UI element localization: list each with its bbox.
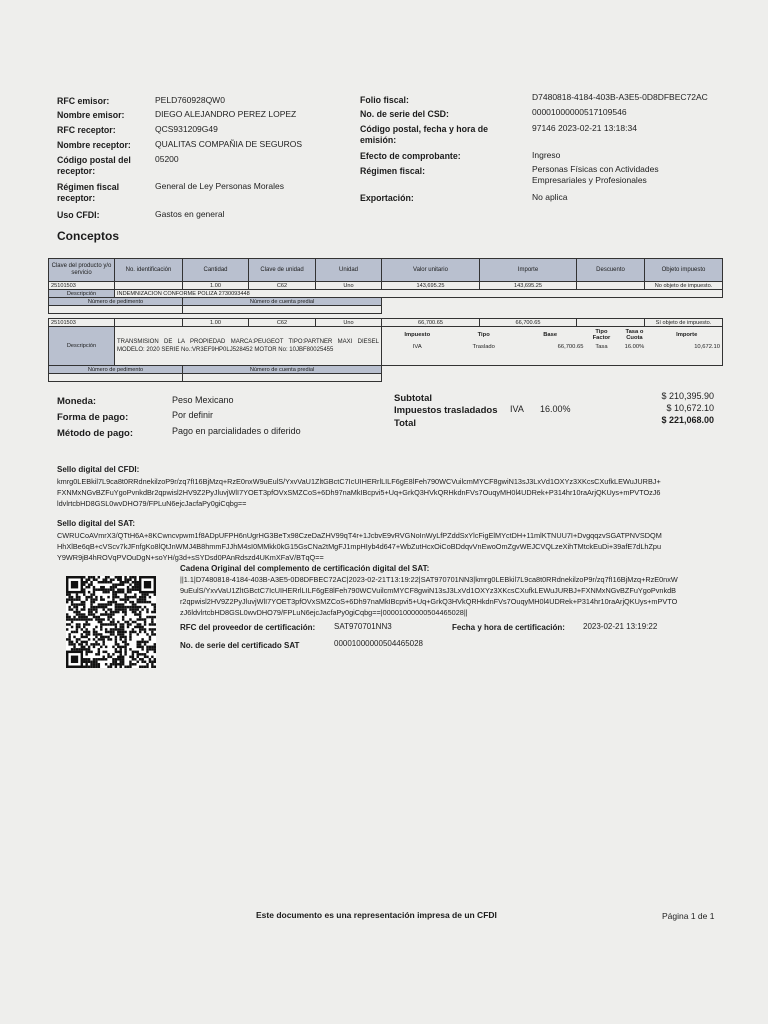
table-row [49, 319, 723, 327]
efecto-comprobante-label: Efecto de comprobante: [360, 151, 461, 161]
col-unidad: Unidad [316, 259, 382, 282]
rfc-proveedor-label: RFC del proveedor de certificación: [180, 623, 316, 632]
moneda-label: Moneda: [57, 396, 97, 407]
table-row [49, 290, 723, 298]
sello-cfdi-label: Sello digital del CFDI: [57, 465, 140, 474]
item2-predial-label: Número de cuenta predial [183, 366, 382, 374]
item1-objeto: No objeto de impuesto. [645, 282, 723, 290]
footer-note: Este documento es una representación impresa de un CFDI [256, 910, 497, 920]
subtotal-label: Subtotal [394, 393, 432, 404]
cadena-line: r2qpwisl2HV9Z2PyJluvjWlI7YOET3pfOVxSMZCoS+6Dh97naMkIBcpvi5+Uq+GrkQ3HVkQRHkdnFVs7OuqyMH0l4UDRek+P314hr10raArjQKUys+mPVTO [180, 597, 678, 606]
col-objeto-impuesto: Objeto impuesto [645, 259, 723, 282]
tax-header-row [382, 327, 722, 343]
item2-unidad: Uno [316, 319, 382, 327]
table-row [49, 374, 723, 382]
col-valor-unitario: Valor unitario [382, 259, 480, 282]
efecto-comprobante-value: Ingreso [532, 150, 561, 160]
nombre-receptor-value: QUALITAS COMPAÑIA DE SEGUROS [155, 139, 303, 149]
item1-descripcion: INDEMNIZACION CONFORME POLIZA 2730093448 [115, 290, 723, 298]
col-clave-unidad: Clave de unidad [249, 259, 316, 282]
item2-objeto: Sí objeto de impuesto. [645, 319, 723, 327]
cadena-text [180, 574, 720, 618]
tax-importe: 10,672.10 [694, 343, 720, 350]
forma-pago-label: Forma de pago: [57, 412, 129, 423]
nombre-emisor-label: Nombre emisor: [57, 110, 125, 120]
item2-pedimento-label: Número de pedimento [49, 366, 183, 374]
rfc-emisor-label: RFC emisor: [57, 96, 110, 106]
rfc-receptor-value: QCS931209G49 [155, 124, 218, 134]
nombre-emisor-value: DIEGO ALEJANDRO PEREZ LOPEZ [155, 109, 297, 119]
sello-sat-label: Sello digital del SAT: [57, 519, 136, 528]
item2-descripcion-label: Descripción [49, 327, 115, 366]
exportacion-value: No aplica [532, 192, 568, 202]
tax-row [382, 343, 722, 350]
item1-importe: 143,695.25 [480, 282, 577, 290]
regimen-fiscal-label: Régimen fiscal: [360, 166, 426, 176]
table-row [49, 366, 723, 374]
tax-col-tipo-factor: Tipo Factor [592, 329, 611, 341]
item2-clave: 25101503 [49, 319, 115, 327]
metodo-pago-label: Método de pago: [57, 428, 133, 439]
sello-sat-text [57, 530, 717, 563]
sello-cfdi-line: ldvlrtcbHD8GSL0wvDHO79/FPLuN6ejcJacfaPy0giCqbg== [57, 499, 247, 508]
serie-csd-label: No. de serie del CSD: [360, 109, 449, 119]
sello-sat-line: HhXlBe6qB+cVScv7kJFnfgKo8lQtJnWMJ4B8hmmFJJhM4sI0MMkk0kG15GsCNa2tMgFJ1mpHIyb4d647+WbZutHcxOiCoBDdqvVnEwoOmZgvWEJCVQLzeXihTMtckEuDi+39afE7dLhZpu [57, 542, 662, 551]
regimen-fiscal-value: Personas Físicas con Actividades Empresariales y Profesionales [532, 164, 659, 185]
conceptos-table-1 [48, 258, 723, 314]
regimen-fiscal-receptor-value: General de Ley Personas Morales [155, 181, 284, 191]
total-label: Total [394, 418, 416, 429]
item2-valor-unitario: 66,700.65 [382, 319, 480, 327]
folio-fiscal-label: Folio fiscal: [360, 95, 409, 105]
sello-sat-line: CWRUCoAVmrX3/QTtH6A+8KCwncvpwm1f8ADpUFPH6nUgrHG3BeTx98CzeDaZHV99qT4r+1JcbvE9vRVGNoInWyLfPZddSxYlcFigElMYctDH+11mlKTNUU7I+DvgqqzvSGATPNVSDQM [57, 531, 662, 540]
folio-fiscal-value: D7480818-4184-403B-A3E5-0D8DFBEC72AC [532, 92, 708, 102]
subtotal-value: $ 210,395.90 [661, 391, 714, 401]
qr-code-graphic [66, 576, 156, 668]
cadena-label: Cadena Original del complemento de certificación digital del SAT: [180, 564, 430, 573]
rfc-proveedor-value: SAT970701NN3 [334, 622, 392, 631]
col-no-identificacion: No. identificación [115, 259, 183, 282]
moneda-value: Peso Mexicano [172, 395, 234, 405]
col-descuento: Descuento [577, 259, 645, 282]
table-row [49, 306, 723, 314]
conceptos-title: Conceptos [57, 229, 120, 243]
impuestos-tasa: 16.00% [540, 404, 571, 414]
cadena-line: 9uEulS/YxvVaU1ZltGBctC7IcUIHERrlLILF6gE8lFeh790WCVuilcmMYCF8gwiN13sJ3LxVd1OXYz3XKcsCXufkLEWuJURBJ+FXNMxNGvBZFuYgoPvnkdB [180, 586, 677, 595]
page-number: Página 1 de 1 [662, 911, 715, 921]
fecha-certificacion-label: Fecha y hora de certificación: [452, 623, 565, 632]
serie-certificado-sat-value: 00001000000504465028 [334, 639, 423, 648]
qr-code [66, 576, 156, 668]
table-row [49, 298, 723, 306]
sello-cfdi-text [57, 476, 717, 509]
tax-tipo-factor: Tasa [595, 343, 608, 350]
regimen-fiscal-receptor-label: Régimen fiscal receptor: [57, 182, 120, 203]
exportacion-label: Exportación: [360, 193, 414, 203]
rfc-receptor-label: RFC receptor: [57, 125, 116, 135]
tax-tipo: Traslado [472, 343, 495, 350]
nombre-receptor-label: Nombre receptor: [57, 140, 131, 150]
impuestos-value: $ 10,672.10 [666, 403, 714, 413]
item2-importe: 66,700.65 [480, 319, 577, 327]
tax-tasa: 16.00% [624, 343, 645, 350]
item1-descripcion-label: Descripción [49, 290, 115, 298]
conceptos-header-row [49, 259, 723, 282]
col-clave-producto: Clave del producto y/o servicio [49, 259, 115, 282]
item2-descripcion: TRANSMISION DE LA PROPIEDAD MARCA:PEUGEOT TIPO:PARTNER MAXI DIESEL MODELO: 2020 SERIE No.:VR3EF9HP0LJ528452 MOTOR No: 10JBF80025455 [115, 327, 382, 366]
item1-unidad: Uno [316, 282, 382, 290]
item2-clave-unidad: C62 [249, 319, 316, 327]
tax-col-importe: Importe [676, 332, 698, 338]
item2-cantidad: 1.00 [183, 319, 249, 327]
uso-cfdi-value: Gastos en general [155, 209, 225, 219]
total-value: $ 221,068.00 [661, 415, 714, 425]
codigo-postal-receptor-label: Código postal del receptor: [57, 155, 131, 176]
fecha-certificacion-value: 2023-02-21 13:19:22 [583, 622, 658, 631]
codigo-postal-fecha-label: Código postal, fecha y hora de emisión: [360, 124, 489, 145]
sello-cfdi-line: FXNMxNGvBZFuYgoPvnkdBr2qpwisl2HV9Z2PyJluvjWlI7YOET3pfOVxSMZCoS+6Dh97naMkIBcpvi5+Uq+GrkQ3HVkQRHkdnFVs7OuqyMH0l4UDRek+P314hr10raArjQKUys+mPVTOzJ6 [57, 488, 661, 497]
serie-csd-value: 00001000000517109546 [532, 107, 627, 117]
item1-cantidad: 1.00 [183, 282, 249, 290]
item1-predial-label: Número de cuenta predial [183, 298, 382, 306]
tax-col-tipo: Tipo [477, 332, 490, 338]
item1-pedimento-label: Número de pedimento [49, 298, 183, 306]
impuestos-tipo: IVA [510, 404, 524, 414]
sello-cfdi-line: kmrg0LEBkil7L9ca8t0RRdnekilzoP9r/zq7fI16BjMzq+RzE0nxW9uEulS/YxvVaU1ZltGBctC7IcUIHERrlLILF6gE8lFeh790WCVuilcmMYCF8gwiN13sJ3LxVd1OXYz3XKcsCXufkLEWuJURBJ+ [57, 477, 661, 486]
col-importe: Importe [480, 259, 577, 282]
tax-base: 66,700.65 [557, 343, 584, 350]
tax-impuesto: IVA [412, 343, 422, 350]
cadena-line: zJ6ldvlrtcbHD8GSL0wvDHO79/FPLuN6ejcJacfaPy0giCqbg==|00001000000504465028|| [180, 608, 468, 617]
table-row [49, 327, 723, 366]
impuestos-label: Impuestos trasladados [394, 405, 498, 416]
item1-clave: 25101503 [49, 282, 115, 290]
uso-cfdi-label: Uso CFDI: [57, 210, 100, 220]
tax-table [382, 327, 722, 350]
conceptos-table-2 [48, 318, 723, 382]
col-cantidad: Cantidad [183, 259, 249, 282]
item1-clave-unidad: C62 [249, 282, 316, 290]
forma-pago-value: Por definir [172, 410, 214, 420]
serie-certificado-sat-label: No. de serie del certificado SAT [180, 641, 300, 650]
rfc-emisor-value: PELD760928QW0 [155, 95, 225, 105]
codigo-postal-fecha-value: 97146 2023-02-21 13:18:34 [532, 123, 637, 133]
table-row [49, 282, 723, 290]
codigo-postal-receptor-value: 05200 [155, 154, 179, 164]
sello-sat-line: Y9WR9jB4hROVqPVOuDgN+soYH/g3d+sSYDsd0PAnRdszd4UKmXFaV/BTqQ== [57, 553, 324, 562]
tax-col-tasa: Tasa o Cuota [625, 329, 644, 341]
tax-col-impuesto: Impuesto [404, 332, 431, 338]
metodo-pago-value: Pago en parcialidades o diferido [172, 426, 301, 436]
cadena-line: ||1.1|D7480818-4184-403B-A3E5-0D8DFBEC72AC|2023-02-21T13:19:22|SAT970701NN3|kmrg0LEBkil7L9ca8t0RRdnekilzoP9r/zq7fI16BjMzq+RzE0nxW [180, 575, 678, 584]
tax-col-base: Base [543, 332, 558, 338]
item1-valor-unitario: 143,695.25 [382, 282, 480, 290]
